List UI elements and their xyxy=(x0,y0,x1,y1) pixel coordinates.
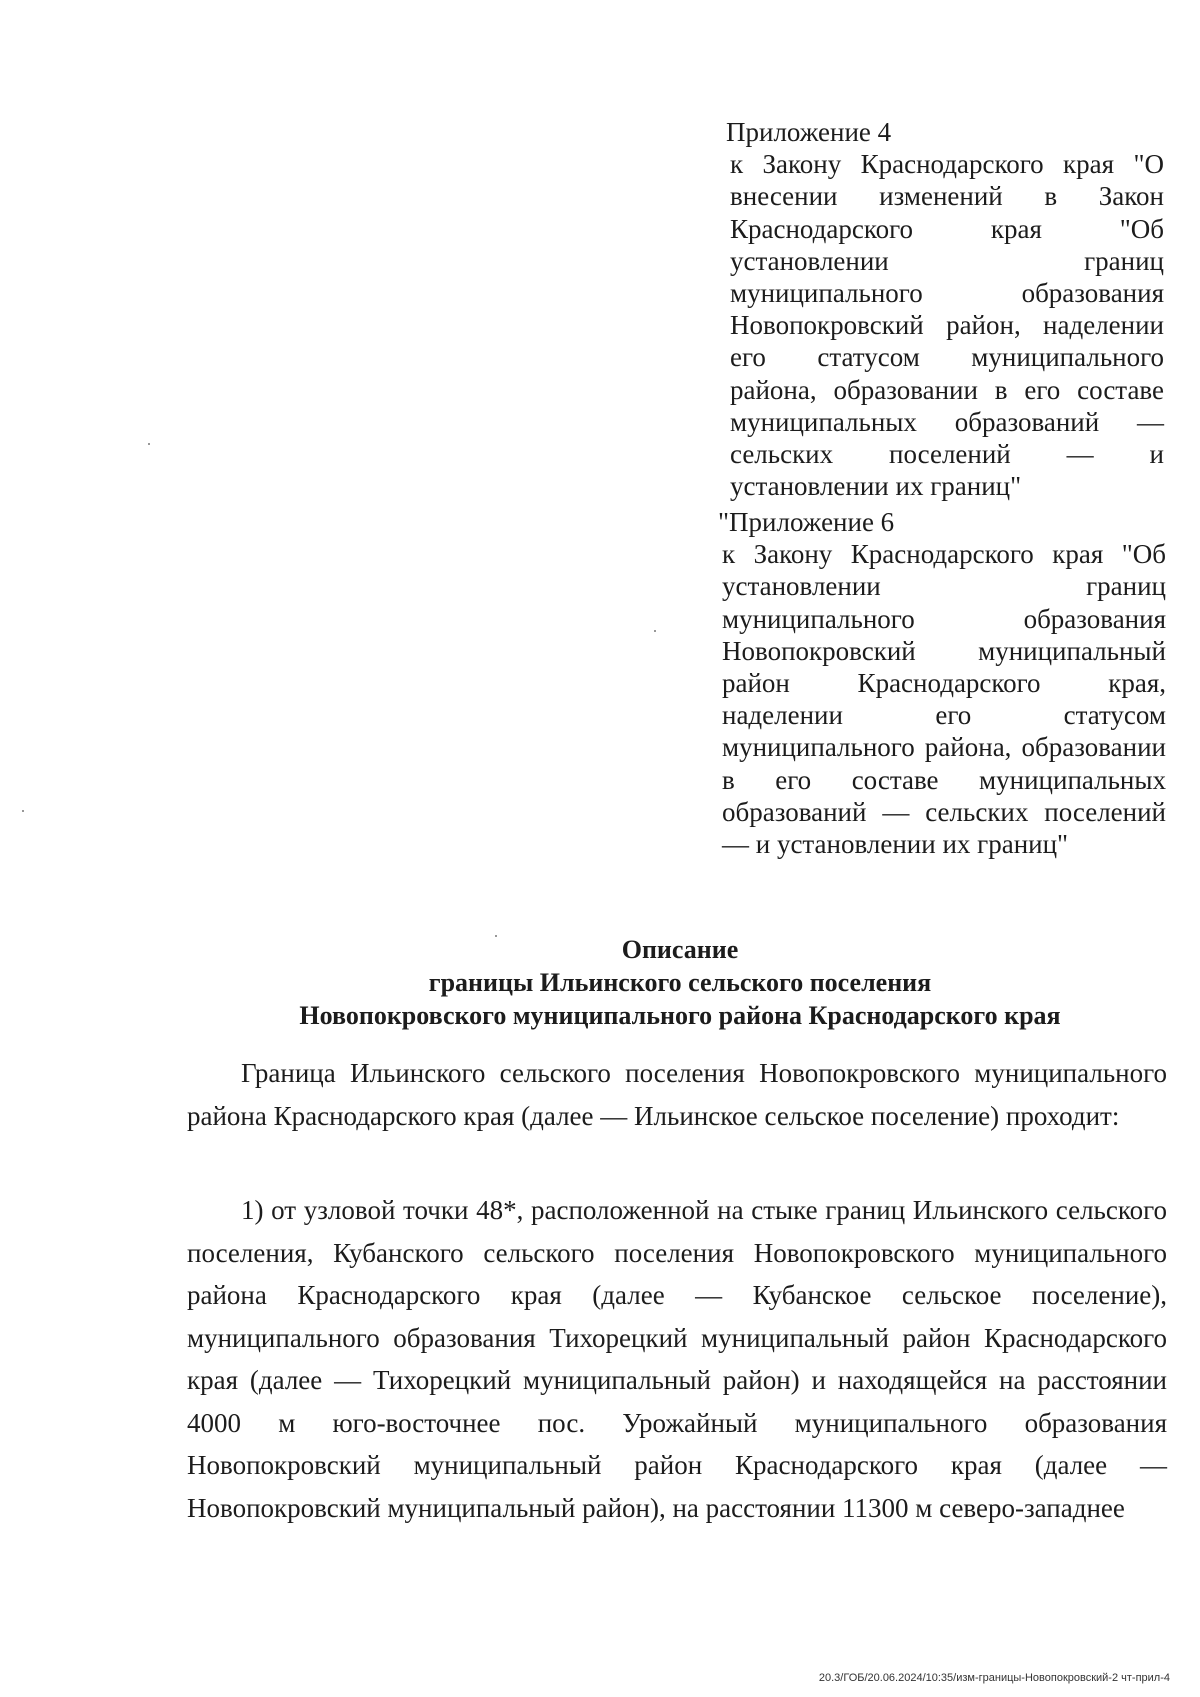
document-heading xyxy=(210,933,1150,1032)
appendix-current xyxy=(726,116,1164,502)
appendix-current-text: к Закону Краснодарского края "О внесении изменений в Закон Краснодарского края "Об установлении границ муниципального образования Новопокровский район, наделении его статусом муниципального района, образовании в его составе муниципальных образований — сельских поселений — и установлении их границ" xyxy=(730,149,1164,502)
heading-line: Описание xyxy=(621,935,739,964)
scan-speck xyxy=(148,443,150,445)
scan-speck xyxy=(654,630,656,632)
appendix-original xyxy=(718,506,1166,860)
body-paragraph: Граница Ильинского сельского поселения Новопокровского муниципального района Краснодарского края (далее — Ильинское сельское поселение) проходит: xyxy=(187,1058,1167,1131)
heading-line: границы Ильинского сельского поселения xyxy=(428,968,932,997)
appendix-original-text: к Закону Краснодарского края "Об установлении границ муниципального образования Новопокровский муниципальный район Краснодарского края, наделении его статусом муниципального района, образовании в его составе муниципальных образований — сельских поселений — и установлении их границ" xyxy=(722,539,1166,860)
appendix-original-title: "Приложение 6 xyxy=(718,507,895,537)
appendix-current-title: Приложение 4 xyxy=(726,117,892,147)
scan-speck xyxy=(22,810,24,812)
heading-line: Новопокровского муниципального района Краснодарского края xyxy=(299,1001,1061,1030)
document-footer: 20.3/ГОБ/20.06.2024/10:35/изм-границы-Новопокровский-2 чт-прил-4 xyxy=(818,1672,1170,1684)
body-paragraph: 1) от узловой точки 48*, расположенной на стыке границ Ильинского сельского поселения, Кубанского сельского поселения Новопокровского муниципального района Краснодарского края (далее — Кубанское сельское поселение), муниципального образования Тихорецкий муниципальный район Краснодарского края (далее — Тихорецкий муниципальный район) и находящейся на расстоянии 4000 м юго-восточнее пос. Урожайный муниципального образования Новопокровский муниципальный район Краснодарского края (далее — Новопокровский муниципальный район), на расстоянии 11300 м северо-западнее xyxy=(187,1195,1167,1523)
